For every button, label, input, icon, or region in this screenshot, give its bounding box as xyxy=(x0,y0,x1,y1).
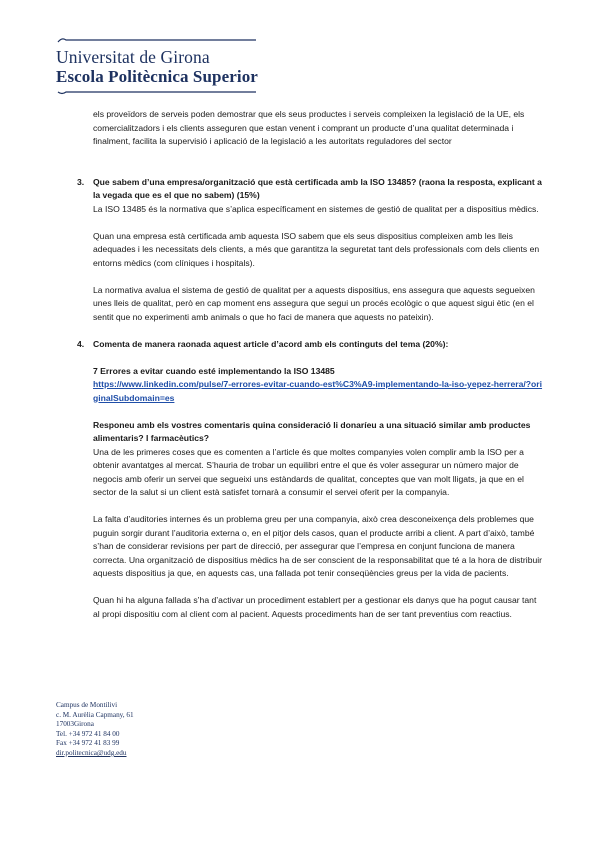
question-4-title: Comenta de manera raonada aquest article d’acord amb els continguts del tema (20%): xyxy=(93,338,449,349)
university-logo xyxy=(56,40,258,87)
footer-tel: Tel. +34 972 41 84 00 xyxy=(56,729,120,738)
article-title: 7 Errores a evitar cuando esté implementando la ISO 13485 xyxy=(93,365,335,376)
footer-campus: Campus de Montilivi xyxy=(56,701,118,709)
subquestion: Responeu amb els vostres comentaris quina consideració li donaríeu a una situació similar amb productes alimentaris? I farmacèutics? xyxy=(93,419,531,443)
question-3-number: 3. xyxy=(77,176,85,187)
question-4-heading xyxy=(77,338,545,352)
document-body xyxy=(77,108,545,621)
question-4-answer-3: Quan hi ha alguna fallada s’ha d’activar un procediment establert per a gestionar els danys que ha pogut causar tant al propi dispositiu com al client com al pacient. Aquests procediments han de ser tant preventius com reactius. xyxy=(93,595,537,619)
intro-paragraph: els proveïdors de serveis poden demostrar que els seus productes i serveis compleixen la legislació de la UE, els comercialitzadors i els clients asseguren que estan venent i comprant un producte d’una qualitat determinada i finalment, facilita la supervisió i aplicació de la legislació a les autoritats reguladores del sector xyxy=(93,109,525,146)
school-name: Escola Politècnica Superior xyxy=(56,67,258,86)
footer-street: c. M. Aurèlia Capmany, 61 xyxy=(56,710,134,719)
question-4-answer-2: La falta d’auditories internes és un problema greu per una companyia, això crea desconeixença dels problemes que puguin sorgir durant l’auditoria externa o, en el pitjor dels casos, quan el producte arribi a client. A part d’això, també s’han de considerar revisions per part de direcció, per assegurar que l’empresa en conjunt funciona de manera correcta. Una organització de dispositius mèdics ha de ser conscient de la responsabilitat que té a la hora de distribuir aquests dispositius ja que, en aquests cas, una fallada pot tenir conseqüències greus per la vida de pacients. xyxy=(93,514,543,578)
question-3-answer-2: Quan una empresa està certificada amb aquesta ISO sabem que els seus dispositius compleixen amb les lleis adequades i les necessitats dels clients, a més que garantitza la seguretat tant dels professionals com dels clients en entorns mèdics (com clíniques i hospitals). xyxy=(93,230,540,268)
university-name: Universitat de Girona xyxy=(56,47,210,67)
footer-fax: Fax +34 972 41 83 99 xyxy=(56,739,120,748)
logo-ornament-bottom xyxy=(56,88,261,96)
footer-address xyxy=(56,701,216,759)
footer-email[interactable]: dir.politecnica@udg.edu xyxy=(56,748,127,757)
question-3-title: Que sabem d’una empresa/organització que està certificada amb la ISO 13485? (raona la resposta, explicant a la vegada que es el que no sabem) (15%) xyxy=(93,176,542,200)
question-3-heading xyxy=(77,176,545,203)
question-3-answer-1: La ISO 13485 és la normativa que s’aplica específicament en sistemes de gestió de qualitat per a dispositius mèdics. xyxy=(93,203,539,214)
question-4-number: 4. xyxy=(77,338,85,349)
question-4-answer-1: Una de les primeres coses que es comenten a l’article és que moltes companyies volen complir amb la ISO per a obtenir avantatges al mercat. S’hauria de trobar un equilibri entre el que és voler assegurar un número major de negocis amb oferir un servei que segueixi uns estàndards de qualitat, conceptes que van molt lligats, ja que en el sector de la salut si un client està satisfet tornarà a consumir el servei oferit per la companyia. xyxy=(93,446,524,497)
question-3-answer-3: La normativa avalua el sistema de gestió de qualitat per a aquests dispositius, ens assegura que aquests segueixen unes lleis de qualitat, però en cap moment ens assegura que segui un procés ecològic o que aquest sigui ètic (en el sentit que no experimenti amb animals o que ho faci de manera que aquests no pateixin). xyxy=(93,284,535,322)
article-link[interactable]: https://www.linkedin.com/pulse/7-errores-evitar-cuando-est%C3%A9-implementando-la-iso-yepez-herrera/?originalSubdomain=es xyxy=(93,379,543,403)
logo-ornament-top xyxy=(56,36,261,44)
footer-city: 17003Girona xyxy=(56,720,94,729)
